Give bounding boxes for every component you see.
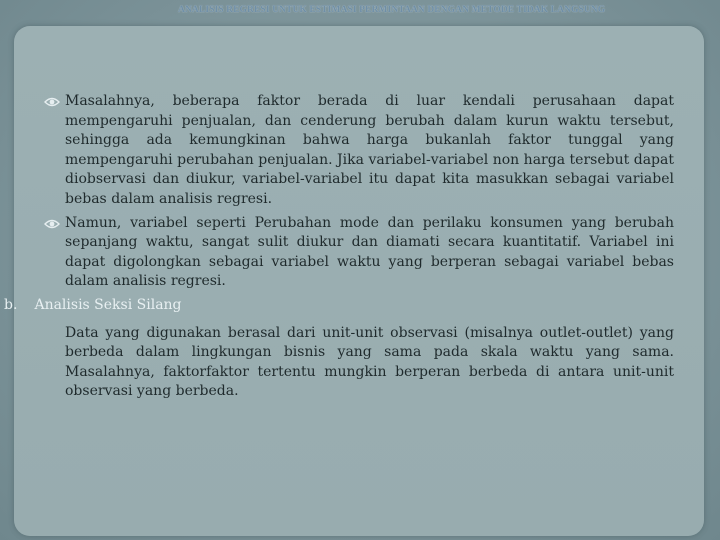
slide-content [4, 92, 674, 402]
bullet-item [44, 92, 674, 210]
section-title: Analisis Seksi Silang [34, 296, 182, 313]
bullet-text: Namun, variabel seperti Perubahan mode dan perilaku konsumen yang berubah sepanjang waktu, sangat sulit diukur dan diamati secara kuantitatif. Variabel ini dapat digolongkan sebagai variabel waktu yang berperan sebagai variabel bebas dalam analisis regresi. [65, 214, 674, 290]
bullet-item [44, 214, 674, 292]
eye-bullet-icon [44, 96, 60, 108]
bullet-text: Masalahnya, beberapa faktor berada di luar kendali perusahaan dapat mempengaruhi penjualan, dan cenderung berubah dalam kurun waktu tersebut, sehingga ada kemungkinan bahwa harga bukanlah faktor tunggal yang mempengaruhi perubahan penjualan. Jika variabel-variabel non harga tersebut dapat diobservasi dan diukur, variabel-variabel itu dapat kita masukkan sebagai variabel bebas dalam analisis regresi. [65, 93, 674, 207]
eye-bullet-icon [44, 218, 60, 230]
section-heading [4, 296, 674, 316]
body-paragraph: Data yang digunakan berasal dari unit-unit observasi (misalnya outlet-outlet) yang berbeda dalam lingkungan bisnis yang sama pada skala waktu yang sama. Masalahnya, faktorfaktor tertentu mungkin berperan berbeda di antara unit-unit observasi yang berbeda. [65, 324, 674, 400]
slide-header: ANALISIS REGRESI UNTUK ESTIMASI PERMINTAAN DENGAN METODE TIDAK LANGSUNG [178, 5, 606, 15]
section-marker: b. [4, 296, 18, 313]
